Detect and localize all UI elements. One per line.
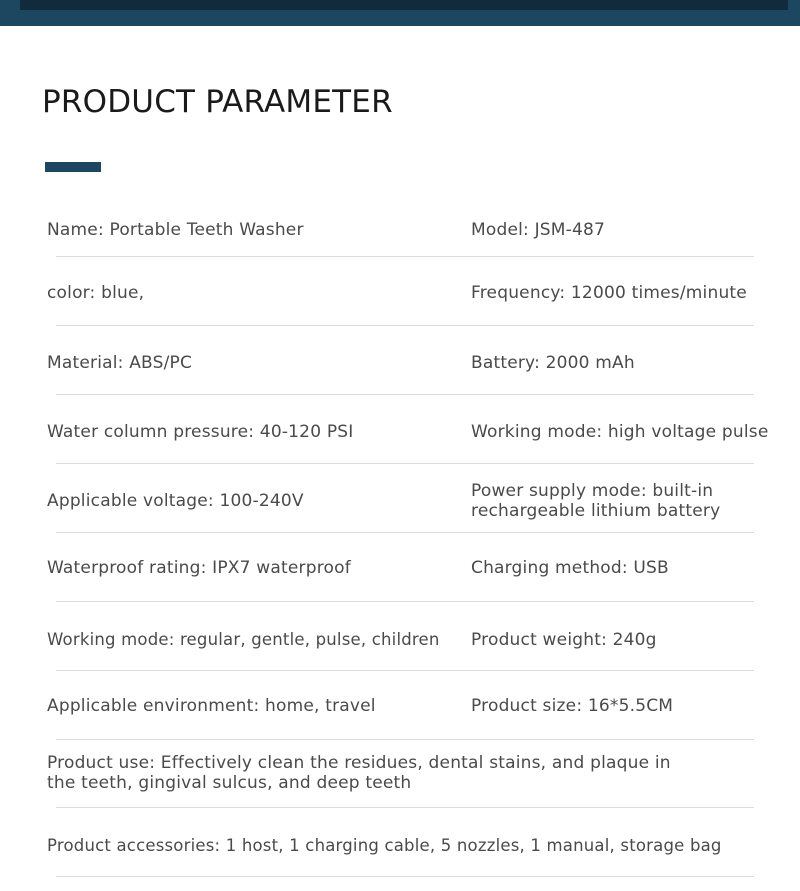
param-waterproof: Waterproof rating: IPX7 waterproof (47, 558, 351, 578)
row-divider (56, 601, 754, 602)
param-environment: Applicable environment: home, travel (47, 696, 376, 716)
row-divider (56, 325, 754, 326)
param-size: Product size: 16*5.5CM (471, 696, 674, 716)
param-model: Model: JSM-487 (471, 220, 606, 240)
row-divider (56, 807, 754, 808)
param-product-use-line1: Product use: Effectively clean the residues, dental stains, and plaque in (47, 753, 671, 773)
page-title: PRODUCT PARAMETER (42, 84, 393, 120)
row-divider (56, 670, 754, 671)
param-charging-method: Charging method: USB (471, 558, 669, 578)
row-divider (56, 739, 754, 740)
param-color: color: blue, (47, 283, 145, 303)
row-divider (56, 532, 754, 533)
param-frequency: Frequency: 12000 times/minute (471, 283, 747, 303)
title-accent-bar (45, 162, 101, 172)
row-divider (56, 463, 754, 464)
param-name: Name: Portable Teeth Washer (47, 220, 304, 240)
param-power-supply-line2: rechargeable lithium battery (471, 501, 721, 521)
top-banner-inner-bar (20, 0, 788, 10)
param-power-supply-line1: Power supply mode: built-in (471, 481, 714, 501)
row-divider (56, 876, 754, 877)
param-battery: Battery: 2000 mAh (471, 353, 635, 373)
top-banner (0, 0, 800, 26)
param-working-modes: Working mode: regular, gentle, pulse, children (47, 630, 440, 649)
param-accessories: Product accessories: 1 host, 1 charging cable, 5 nozzles, 1 manual, storage bag (47, 836, 722, 855)
param-voltage: Applicable voltage: 100-240V (47, 491, 304, 511)
param-material: Material: ABS/PC (47, 353, 193, 373)
param-weight: Product weight: 240g (471, 630, 657, 650)
row-divider (56, 394, 754, 395)
param-water-pressure: Water column pressure: 40-120 PSI (47, 422, 354, 442)
param-working-mode-main: Working mode: high voltage pulse (471, 422, 769, 442)
row-divider (56, 256, 754, 257)
param-product-use-line2: the teeth, gingival sulcus, and deep teeth (47, 773, 412, 793)
